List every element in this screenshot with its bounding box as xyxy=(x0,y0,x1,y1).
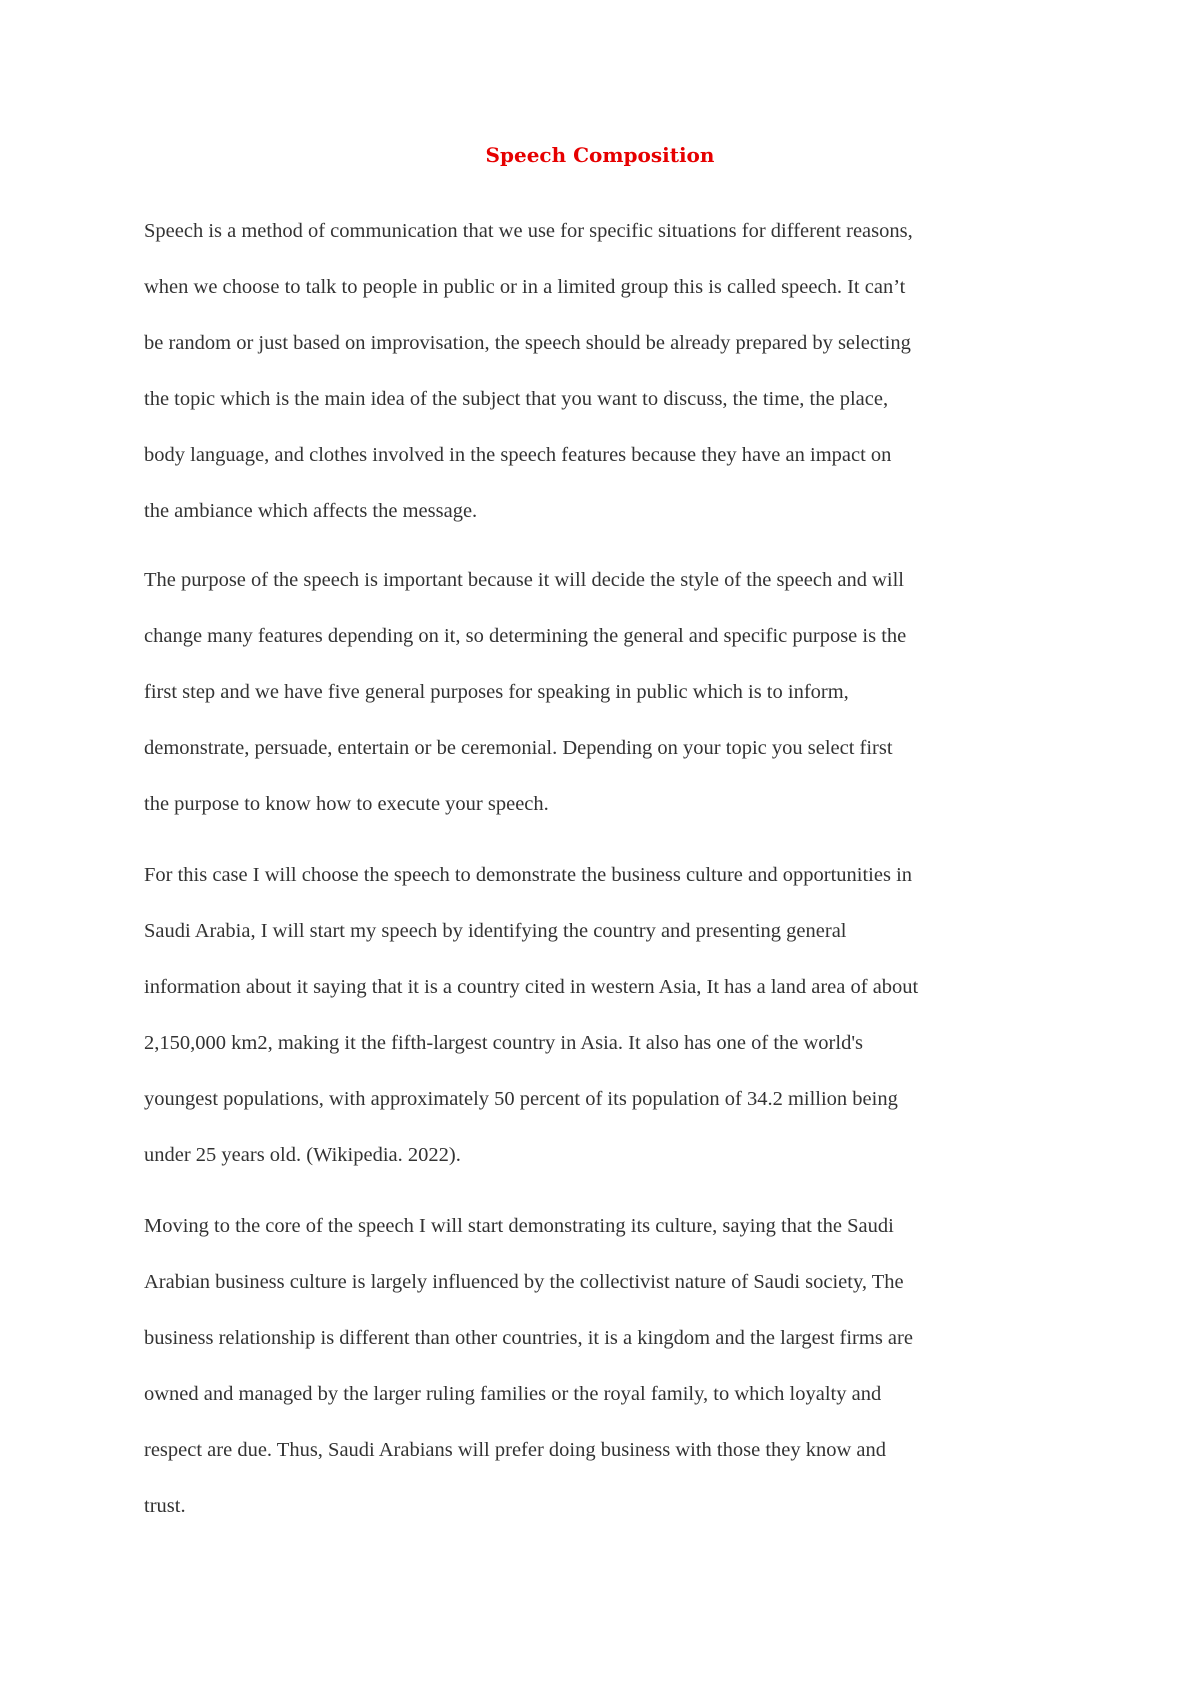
paragraph-line: when we choose to talk to people in public or in a limited group this is called speech. It can’t xyxy=(144,276,906,298)
paragraph-line: The purpose of the speech is important because it will decide the style of the speech and will xyxy=(144,569,904,591)
paragraph-line: Arabian business culture is largely influenced by the collectivist nature of Saudi society, The xyxy=(144,1271,904,1293)
paragraph-line: respect are due. Thus, Saudi Arabians will prefer doing business with those they know and xyxy=(144,1439,887,1461)
document-title: Speech Composition xyxy=(485,143,715,167)
paragraph-line: business relationship is different than other countries, it is a kingdom and the largest firms are xyxy=(144,1327,913,1349)
paragraph-line: Speech is a method of communication that we use for specific situations for different reasons, xyxy=(144,220,913,242)
paragraph-line: demonstrate, persuade, entertain or be ceremonial. Depending on your topic you select first xyxy=(144,737,893,759)
paragraph-line: the purpose to know how to execute your speech. xyxy=(144,793,549,815)
paragraph-line: Moving to the core of the speech I will start demonstrating its culture, saying that the Saudi xyxy=(144,1215,894,1237)
paragraph-line: youngest populations, with approximately 50 percent of its population of 34.2 million being xyxy=(144,1088,898,1110)
paragraph-line: trust. xyxy=(144,1495,186,1517)
paragraph-business-culture xyxy=(144,1198,1064,1534)
paragraph-line: Saudi Arabia, I will start my speech by identifying the country and presenting general xyxy=(144,920,847,942)
paragraph-line: 2,150,000 km2, making it the fifth-largest country in Asia. It also has one of the world's xyxy=(144,1032,863,1054)
paragraph-line: the topic which is the main idea of the subject that you want to discuss, the time, the place, xyxy=(144,388,889,410)
paragraph-line: change many features depending on it, so determining the general and specific purpose is the xyxy=(144,625,907,647)
paragraph-line: the ambiance which affects the message. xyxy=(144,500,478,522)
paragraph-saudi-arabia-intro xyxy=(144,847,1064,1183)
paragraph-line: information about it saying that it is a country cited in western Asia, It has a land area of about xyxy=(144,976,919,998)
paragraph-line: owned and managed by the larger ruling families or the royal family, to which loyalty and xyxy=(144,1383,882,1405)
paragraph-speech-definition xyxy=(144,203,1064,539)
paragraph-line: For this case I will choose the speech to demonstrate the business culture and opportunities in xyxy=(144,864,913,886)
paragraph-line: body language, and clothes involved in the speech features because they have an impact on xyxy=(144,444,892,466)
paragraph-line: under 25 years old. (Wikipedia. 2022). xyxy=(144,1144,461,1166)
paragraph-speech-purpose xyxy=(144,552,1064,832)
paragraph-line: be random or just based on improvisation, the speech should be already prepared by selecting xyxy=(144,332,911,354)
paragraph-line: first step and we have five general purposes for speaking in public which is to inform, xyxy=(144,681,849,703)
